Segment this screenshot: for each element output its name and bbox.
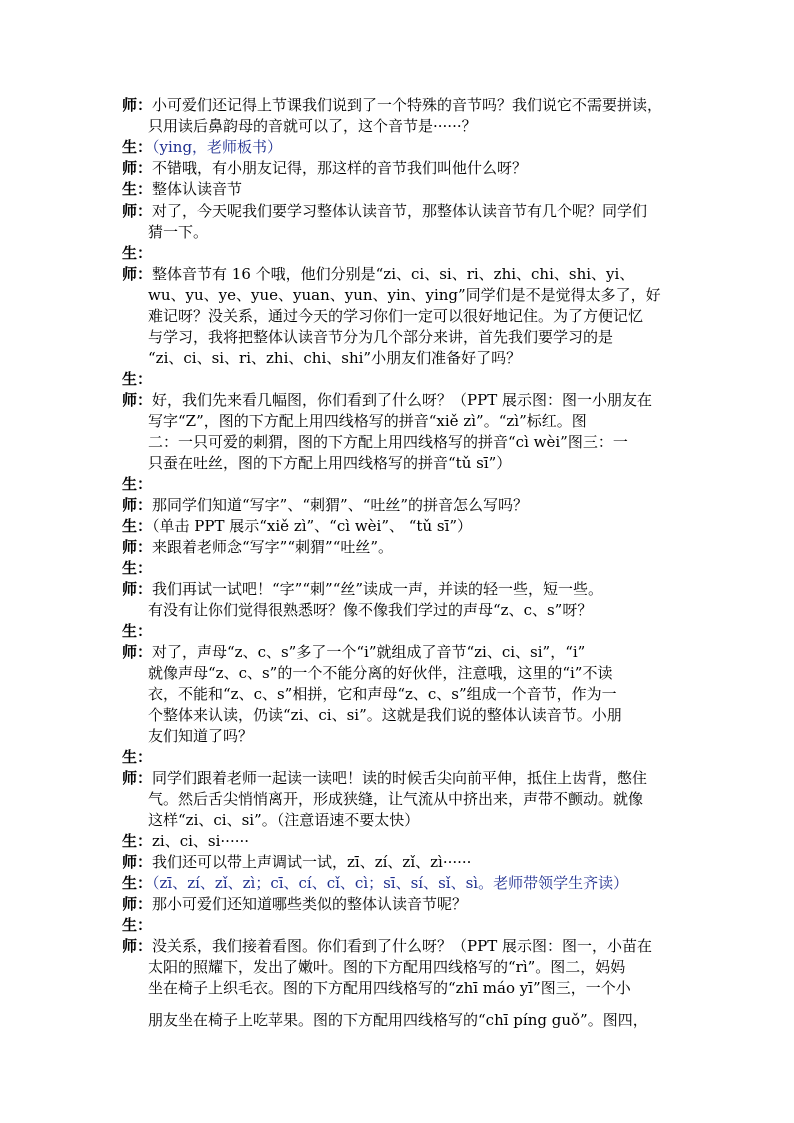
text-line	[148, 1010, 648, 1030]
line-text: 不错哦，有小朋友记得，那这样的音节我们叫他什么呀？	[152, 159, 528, 177]
text-line	[122, 516, 472, 536]
text-line	[148, 411, 587, 431]
text-line	[148, 600, 592, 620]
speaker-label: 师：	[122, 937, 153, 955]
speaker-label: 师：	[122, 538, 153, 556]
text-line	[122, 495, 528, 515]
text-line	[148, 306, 643, 326]
line-text: 友们知道了吗？	[148, 727, 254, 745]
text-line	[122, 642, 585, 662]
text-line	[122, 201, 647, 221]
line-text: 气。然后舌尖悄悄离开，形成狭缝，让气流从中挤出来，声带不颤动。就像	[148, 790, 644, 808]
text-line	[122, 621, 152, 641]
line-text: 我们再试一试吧！“字”“刺”“丝”读成一声，并读的轻一些，短一些。	[152, 580, 604, 598]
text-line	[122, 873, 628, 893]
text-line	[148, 705, 622, 725]
speaker-label: 生：	[122, 874, 153, 892]
line-text: 我们还可以带上声调试一试，zī、zí、zǐ、zì······	[152, 853, 472, 871]
text-line	[122, 768, 647, 788]
speaker-label: 师：	[122, 391, 153, 409]
line-text: 整体认读音节	[152, 180, 243, 198]
text-line	[148, 348, 521, 368]
speaker-label: 师：	[122, 159, 153, 177]
speaker-label: 生：	[122, 370, 153, 388]
speaker-label: 生：	[122, 832, 153, 850]
text-line	[148, 978, 631, 998]
text-line	[122, 137, 282, 157]
line-text: 同学们跟着老师一起读一读吧！读的时候舌尖向前平伸，抵住上齿背，憋住	[152, 769, 648, 787]
line-text: 整体音节有 16 个哦，他们分别是“zi、ci、si、ri、zhi、chi、shi、yi、	[152, 265, 635, 283]
line-text: zi、ci、si······	[152, 832, 250, 850]
line-text: 二：一只可爱的刺猬，图的下方配上用四线格写的拼音“cì wèi”图三：一	[148, 433, 628, 451]
speaker-label: 师：	[122, 202, 153, 220]
line-text: 难记呀？没关系，通过今天的学习你们一定可以很好地记住。为了方便记忆	[148, 307, 644, 325]
text-line	[122, 894, 467, 914]
speaker-label: 师：	[122, 769, 153, 787]
line-text: 坐在椅子上织毛衣。图的下方配用四线格写的“zhī máo yī”图三，一个小	[148, 979, 631, 997]
speaker-label: 生：	[122, 517, 153, 535]
line-text: 与学习，我将把整体认读音节分为几个部分来讲，首先我们要学习的是	[148, 328, 614, 346]
line-text: 那小可爱们还知道哪些类似的整体认读音节呢？	[152, 895, 468, 913]
text-line	[148, 663, 612, 683]
speaker-label: 师：	[122, 96, 153, 114]
line-text: 好，我们先来看几幅图，你们看到了什么呀？（PPT 展示图：图一小朋友在	[152, 391, 652, 409]
speaker-label: 生：	[122, 180, 153, 198]
line-text: 只蚕在吐丝，图的下方配上用四线格写的拼音“tǔ sī”）	[148, 454, 512, 472]
line-text: 就像声母“z、c、s”的一个不能分离的好伙伴，注意哦，这里的“i”不读	[148, 664, 613, 682]
speaker-label: 师：	[122, 265, 153, 283]
text-line	[122, 95, 662, 115]
line-text: 那同学们知道“写字”、“刺猬”、“吐丝”的拼音怎么写吗？	[152, 496, 529, 514]
speaker-label: 生：	[122, 475, 153, 493]
line-text: 小可爱们还记得上节课我们说到了一个特殊的音节吗？我们说它不需要拼读，	[152, 96, 663, 114]
text-line	[122, 243, 152, 263]
line-text: （zī、zí、zǐ、zì；cī、cí、cǐ、cì；sī、sí、sǐ、sì。老师带领学生齐读）	[152, 874, 629, 892]
line-text: 猜一下。	[148, 223, 209, 241]
text-line	[122, 264, 634, 284]
text-line	[122, 474, 152, 494]
line-text: 没关系，我们接着看图。你们看到了什么呀？（PPT 展示图：图一，小苗在	[152, 937, 652, 955]
text-line	[122, 747, 152, 767]
text-line	[122, 831, 249, 851]
speaker-label: 生：	[122, 138, 153, 156]
line-text: 这样“zi、ci、si”。（注意语速不要太快）	[148, 811, 420, 829]
text-line	[122, 158, 527, 178]
text-line	[148, 222, 208, 242]
line-text: 只用读后鼻韵母的音就可以了，这个音节是······？	[148, 117, 477, 135]
speaker-label: 生：	[122, 244, 153, 262]
speaker-label: 师：	[122, 643, 153, 661]
speaker-label: 师：	[122, 580, 153, 598]
line-text: 写字“Z”，图的下方配上用四线格写的拼音“xiě zì”。“zì”标红。图	[148, 412, 587, 430]
text-line	[122, 852, 471, 872]
line-text: 来跟着老师念“写字”“刺猬”“吐丝”。	[152, 538, 394, 556]
speaker-label: 师：	[122, 895, 153, 913]
line-text: 太阳的照耀下，发出了嫩叶。图的下方配用四线格写的“rì”。图二，妈妈	[148, 958, 626, 976]
speaker-label: 生：	[122, 559, 153, 577]
text-line	[122, 936, 652, 956]
text-line	[122, 369, 152, 389]
line-text: 对了，声母“z、c、s”多了一个“i”就组成了音节“zi、ci、si”，“i”	[152, 643, 586, 661]
line-text: 朋友坐在椅子上吃苹果。图的下方配用四线格写的“chī píng guǒ”。图四，	[148, 1011, 648, 1029]
speaker-label: 师：	[122, 853, 153, 871]
line-text: 对了，今天呢我们要学习整体认读音节，那整体认读音节有几个呢？同学们	[152, 202, 648, 220]
text-line	[122, 579, 603, 599]
text-line	[148, 684, 617, 704]
text-line	[148, 116, 477, 136]
text-line	[148, 327, 613, 347]
line-text: 有没有让你们觉得很熟悉呀？像不像我们学过的声母“z、c、s”呀？	[148, 601, 593, 619]
line-text: wu、yu、ye、yue、yuan、yun、yin、ying”同学们是不是觉得太多了，好	[148, 286, 661, 304]
line-text: 衣，不能和“z、c、s”相拼，它和声母“z、c、s”组成一个音节，作为一	[148, 685, 617, 703]
text-line	[122, 179, 242, 199]
speaker-label: 生：	[122, 622, 153, 640]
text-line	[148, 957, 625, 977]
line-text: “zi、ci、si、ri、zhi、chi、shi”小朋友们准备好了吗？	[148, 349, 522, 367]
text-line	[148, 810, 419, 830]
text-line	[122, 558, 152, 578]
speaker-label: 生：	[122, 748, 153, 766]
speaker-label: 生：	[122, 916, 153, 934]
text-line	[122, 537, 393, 557]
text-line	[122, 915, 152, 935]
line-text: （单击 PPT 展示“xiě zì”、“cì wèi”、 “tǔ sī”）	[152, 517, 473, 535]
text-line	[148, 726, 253, 746]
line-text: 个整体来认读，仍读“zi、ci、si”。这就是我们说的整体认读音节。小朋	[148, 706, 622, 724]
text-line	[122, 390, 652, 410]
text-line	[148, 789, 643, 809]
text-line	[148, 453, 511, 473]
speaker-label: 师：	[122, 496, 153, 514]
text-line	[148, 285, 661, 305]
text-line	[148, 432, 628, 452]
line-text: （ying，老师板书）	[152, 138, 283, 156]
